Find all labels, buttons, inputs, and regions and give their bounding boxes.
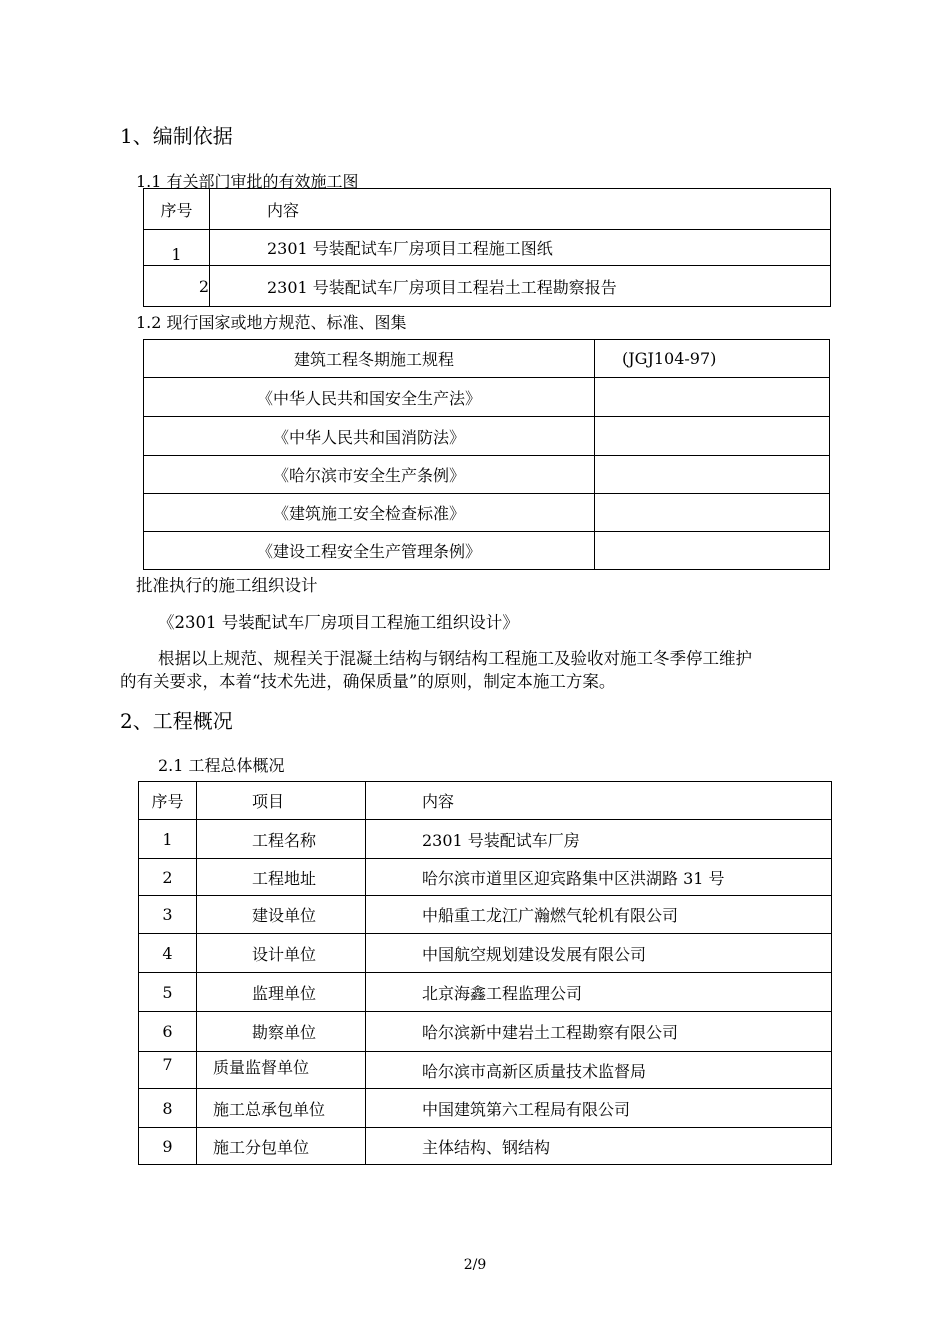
standard-name: 《哈尔滨市安全生产条例》 [144, 456, 595, 494]
subsection-1-2-title: 1.2 现行国家或地方规范、标准、图集 [136, 313, 407, 332]
table-row [139, 1128, 832, 1165]
table-row [139, 1052, 832, 1089]
cell-no: 1 [139, 820, 197, 859]
table-row [144, 230, 831, 266]
cell-no: 3 [139, 896, 197, 934]
cell-no: 2 [139, 859, 197, 896]
header-item: 项目 [197, 782, 366, 820]
cell-item: 质量监督单位 [197, 1052, 366, 1089]
cell-no: 2 [144, 266, 210, 307]
cell-content: 中国航空规划建设发展有限公司 [366, 934, 832, 973]
cell-item: 建设单位 [197, 896, 366, 934]
table-row [144, 532, 830, 570]
table-row [144, 494, 830, 532]
table-row [139, 1012, 832, 1052]
table-row [144, 266, 831, 307]
table-row [144, 378, 830, 417]
standards-table [143, 339, 830, 570]
table-row [139, 1089, 832, 1128]
table-row [144, 340, 830, 378]
cell-content: 2301 号装配试车厂房项目工程岩土工程勘察报告 [210, 266, 831, 307]
cell-no: 7 [139, 1052, 197, 1089]
standard-name: 《中华人民共和国安全生产法》 [144, 378, 595, 417]
cell-content: 北京海鑫工程监理公司 [366, 973, 832, 1012]
cell-content: 哈尔滨市高新区质量技术监督局 [366, 1052, 832, 1089]
cell-content: 哈尔滨新中建岩土工程勘察有限公司 [366, 1012, 832, 1052]
cell-no: 5 [139, 973, 197, 1012]
standard-name: 《建筑施工安全检查标准》 [144, 494, 595, 532]
cell-item: 施工分包单位 [197, 1128, 366, 1165]
standard-name: 《中华人民共和国消防法》 [144, 417, 595, 456]
basis-paragraph-line1: 根据以上规范、规程关于混凝土结构与钢结构工程施工及验收对施工冬季停工维护 [158, 649, 752, 668]
standard-name: 建筑工程冬期施工规程 [144, 340, 595, 378]
approved-design-title: 批准执行的施工组织设计 [136, 576, 318, 595]
cell-no: 1 [144, 230, 210, 266]
table-row [139, 934, 832, 973]
page-number: 2/9 [463, 1257, 487, 1273]
table-header-row [139, 782, 832, 820]
standard-code [595, 417, 830, 456]
cell-no: 8 [139, 1089, 197, 1128]
section1-heading: 1、编制依据 [120, 124, 233, 148]
table-row [144, 456, 830, 494]
cell-content: 2301 号装配试车厂房项目工程施工图纸 [210, 230, 831, 266]
cell-content: 哈尔滨市道里区迎宾路集中区洪湖路 31 号 [366, 859, 832, 896]
standard-code [595, 494, 830, 532]
cell-content: 中船重工龙江广瀚燃气轮机有限公司 [366, 896, 832, 934]
cell-item: 工程地址 [197, 859, 366, 896]
subsection-1-1-title: 1.1 有关部门审批的有效施工图 [136, 172, 359, 191]
subsection-2-1-title: 2.1 工程总体概况 [158, 756, 285, 775]
section2-heading: 2、工程概况 [120, 709, 233, 733]
cell-content: 中国建筑第六工程局有限公司 [366, 1089, 832, 1128]
cell-content: 2301 号装配试车厂房 [366, 820, 832, 859]
table-row [139, 973, 832, 1012]
cell-content: 主体结构、钢结构 [366, 1128, 832, 1165]
cell-no: 6 [139, 1012, 197, 1052]
cell-item: 监理单位 [197, 973, 366, 1012]
approved-design-doc: 《2301 号装配试车厂房项目工程施工组织设计》 [158, 613, 519, 632]
table-row [139, 820, 832, 859]
header-no: 序号 [144, 189, 210, 230]
project-overview-table [138, 781, 832, 1165]
standard-code [595, 378, 830, 417]
table-row [139, 859, 832, 896]
header-content: 内容 [366, 782, 832, 820]
standard-code [595, 456, 830, 494]
cell-no: 9 [139, 1128, 197, 1165]
table-row [144, 417, 830, 456]
cell-item: 施工总承包单位 [197, 1089, 366, 1128]
cell-item: 设计单位 [197, 934, 366, 973]
cell-item: 工程名称 [197, 820, 366, 859]
cell-no: 4 [139, 934, 197, 973]
basis-paragraph-line2: 的有关要求，本着“技术先进，确保质量”的原则，制定本施工方案。 [120, 672, 616, 691]
standard-code [595, 532, 830, 570]
header-no: 序号 [139, 782, 197, 820]
drawings-table [143, 188, 831, 307]
table-row [139, 896, 832, 934]
standard-code: (JGJ104-97) [595, 340, 830, 378]
cell-item: 勘察单位 [197, 1012, 366, 1052]
table-header-row [144, 189, 831, 230]
header-content: 内容 [210, 189, 831, 230]
standard-name: 《建设工程安全生产管理条例》 [144, 532, 595, 570]
